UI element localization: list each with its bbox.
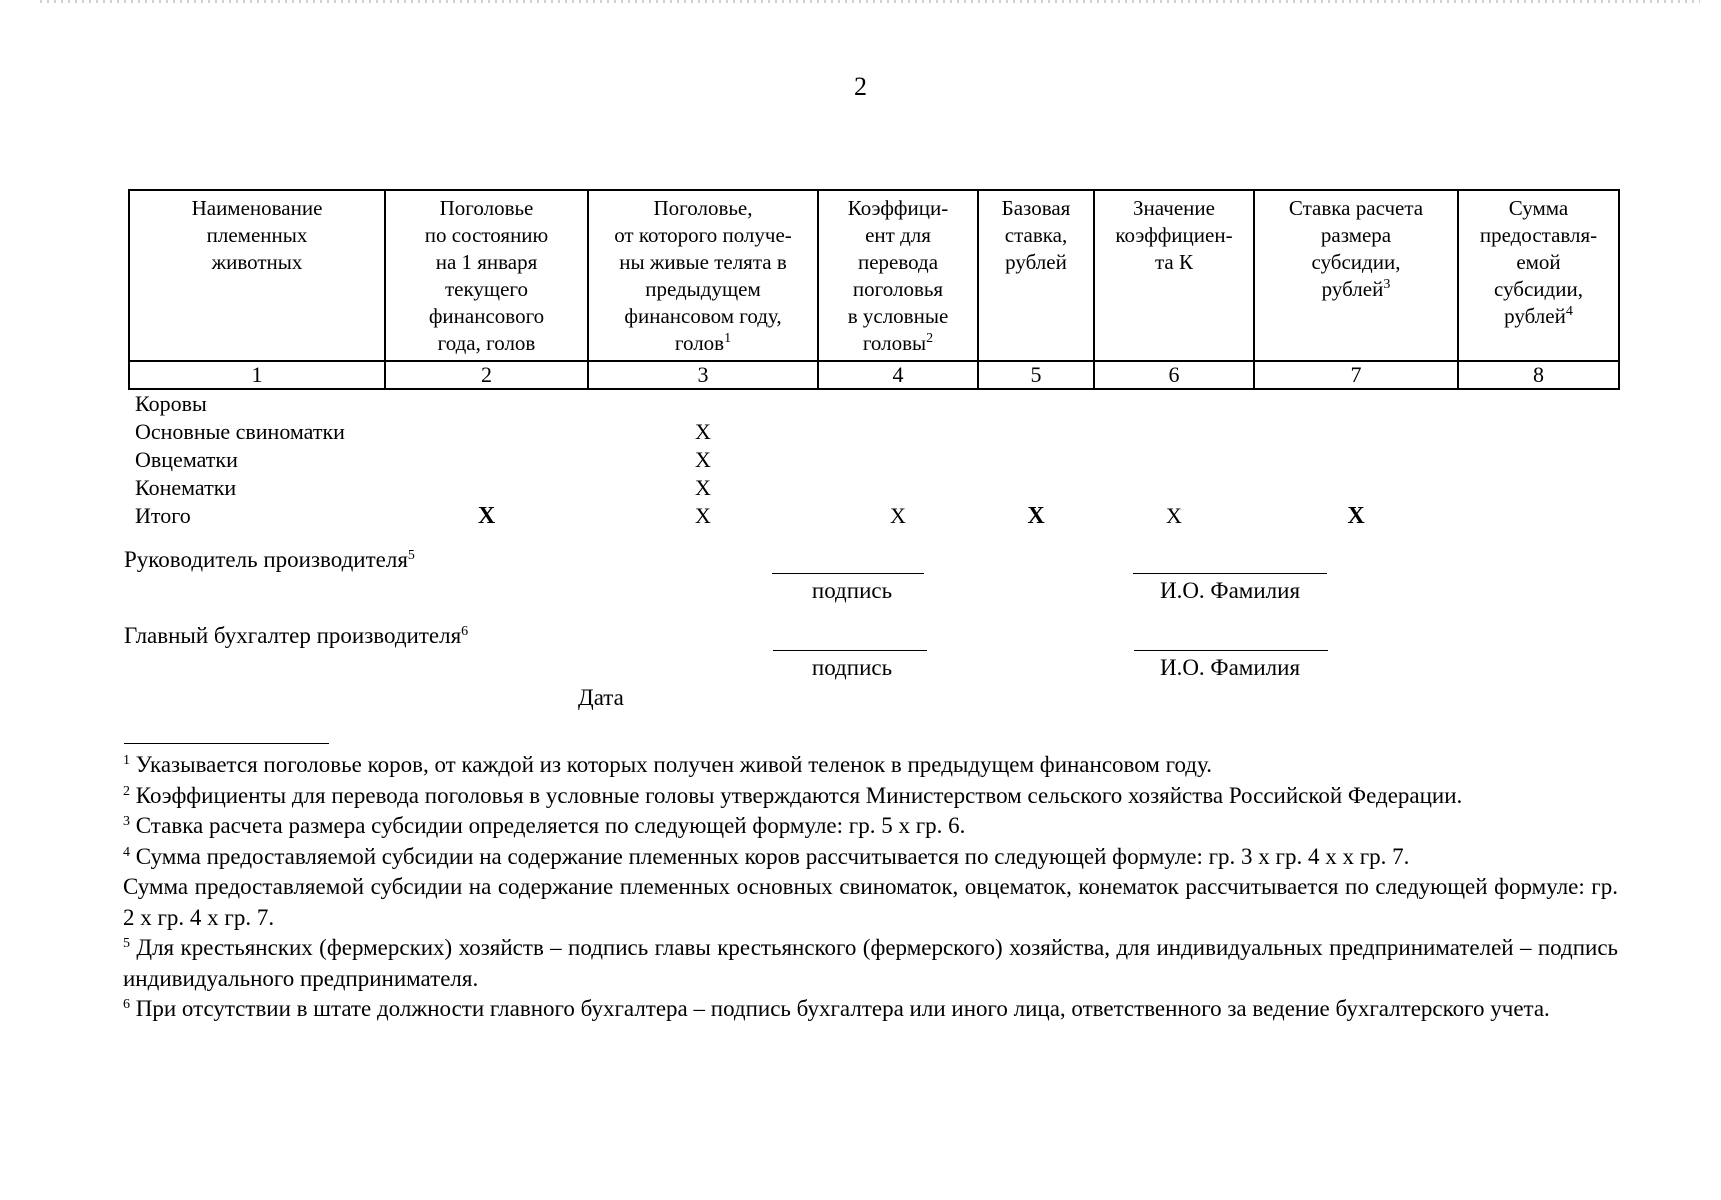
table-cell xyxy=(818,418,978,446)
head-signature-line xyxy=(772,573,924,574)
table-cell xyxy=(1254,446,1458,474)
table-cell: X xyxy=(695,503,711,528)
table-cell xyxy=(1094,446,1254,474)
table-row xyxy=(129,474,1619,502)
footnote-continuation: Сумма предоставляемой субсидии на содержание племенных основных свиноматок, овцематок, конематок рассчитывается по следующей формуле: гр. 2 х гр. 4 х гр. 7. xyxy=(123,874,1618,930)
table-cell xyxy=(978,446,1094,474)
table-row-total xyxy=(129,502,1619,530)
table-cell xyxy=(1094,418,1254,446)
column-header: Коэффици- ент для перевода поголовья в условные головы$^2$ xyxy=(818,190,978,361)
column-number: 2 xyxy=(385,361,588,389)
footnote-mark: 4 xyxy=(1565,304,1573,319)
row-label: Конематки xyxy=(135,475,237,500)
row-label: Коровы xyxy=(135,391,207,416)
head-signature-caption: подпись xyxy=(811,578,893,603)
table-cell xyxy=(818,389,978,418)
column-number: 5 xyxy=(978,361,1094,389)
column-header: Наименование племенных животных xyxy=(129,190,385,361)
table-cell xyxy=(1458,474,1619,502)
footnote-separator xyxy=(124,743,329,744)
footnote: $^5$ Для крестьянских (фермерских) хозяйств – подпись главы крестьянского (фермерского) хозяйства, для индивидуальных предпринимателей – подпись индивидуального предпринимателя. xyxy=(123,935,1619,991)
table-cell xyxy=(1094,474,1254,502)
head-name-line xyxy=(1133,573,1327,574)
footnote-mark: 6 xyxy=(461,624,469,639)
table-cell xyxy=(385,418,588,446)
table-cell xyxy=(818,474,978,502)
table-cell: X xyxy=(1347,502,1365,529)
column-header: Значение коэффициен- та К xyxy=(1094,190,1254,361)
table-cell: X xyxy=(1166,503,1182,528)
table-row xyxy=(129,418,1619,446)
column-number: 8 xyxy=(1458,361,1619,389)
column-header: Ставка расчета размера субсидии, рублей$^3$ xyxy=(1254,190,1458,361)
table-row xyxy=(129,446,1619,474)
row-label: Овцематки xyxy=(135,447,238,472)
accountant-name-caption: И.О. Фамилия xyxy=(1159,655,1301,680)
table-cell xyxy=(385,474,588,502)
table-cell xyxy=(1458,502,1619,530)
date-label: Дата xyxy=(578,685,624,710)
column-number: 3 xyxy=(588,361,818,389)
footnote-mark: 6 xyxy=(123,997,130,1012)
table-cell xyxy=(978,474,1094,502)
table-cell xyxy=(1094,389,1254,418)
row-label: Основные свиноматки xyxy=(135,419,345,444)
accountant-signature-line xyxy=(773,650,927,651)
table-cell xyxy=(1458,389,1619,418)
footnote-mark: 3 xyxy=(123,814,130,829)
row-label: Итого xyxy=(135,503,191,528)
table-cell xyxy=(818,446,978,474)
table-cell: X xyxy=(1027,502,1045,529)
table-header-row xyxy=(129,190,1619,361)
table-cell xyxy=(385,446,588,474)
footnote-mark: 1 xyxy=(123,753,130,768)
footnote: $^2$ Коэффициенты для перевода поголовья в условные головы утверждаются Министерством сельского хозяйства Российской Федерации. xyxy=(123,782,1463,808)
accountant-signature-caption: подпись xyxy=(811,655,893,680)
footnote-mark: 1 xyxy=(724,331,732,346)
footnote-mark: 2 xyxy=(926,331,934,346)
column-header: Поголовье, от которого получе- ны живые телята в предыдущем финансовом году, голов$^1$ xyxy=(588,190,818,361)
table-cell xyxy=(978,389,1094,418)
column-number: 6 xyxy=(1094,361,1254,389)
table-cell: X xyxy=(695,475,711,500)
table-cell xyxy=(1254,389,1458,418)
column-number: 4 xyxy=(818,361,978,389)
footnote: $^6$ При отсутствии в штате должности главного бухгалтера – подпись бухгалтера или иного лица, ответственного за ведение бухгалтерского учета. xyxy=(123,996,1550,1021)
table-cell xyxy=(1458,446,1619,474)
table-cell xyxy=(588,389,818,418)
footnote-mark: 2 xyxy=(123,783,130,799)
head-signature-title: Руководитель производителя$^5$ xyxy=(124,547,415,572)
accountant-signature-title: Главный бухгалтер производителя$^6$ xyxy=(124,623,469,648)
table-cell: X xyxy=(477,502,496,529)
column-number: 7 xyxy=(1254,361,1458,389)
accountant-name-line xyxy=(1134,650,1328,651)
table-cell: X xyxy=(890,503,906,528)
scan-noise xyxy=(40,0,1700,3)
table-cell: X xyxy=(695,447,711,472)
page-number: 2 xyxy=(854,72,867,101)
table-cell xyxy=(1254,418,1458,446)
table-cell: X xyxy=(695,419,711,444)
table-cell xyxy=(978,418,1094,446)
head-name-caption: И.О. Фамилия xyxy=(1159,578,1301,603)
table-cell xyxy=(385,389,588,418)
footnote-mark: 3 xyxy=(1383,277,1391,292)
column-header: Поголовье по состоянию на 1 января текущего финансового года, голов xyxy=(385,190,588,361)
subsidy-table xyxy=(128,189,1620,530)
footnote: $^1$ Указывается поголовье коров, от каждой из которых получен живой теленок в предыдущем финансовом году. xyxy=(123,752,1212,777)
footnotes xyxy=(123,750,1618,1025)
table-cell xyxy=(1458,418,1619,446)
table-cell xyxy=(1254,474,1458,502)
footnote-mark: 5 xyxy=(123,936,130,951)
table-row xyxy=(129,389,1619,418)
footnote-mark: 5 xyxy=(407,548,415,563)
column-header: Базовая ставка, рублей xyxy=(978,190,1094,361)
column-number-row xyxy=(129,361,1619,389)
column-header: Сумма предоставля- емой субсидии, рублей$^4$ xyxy=(1458,190,1619,361)
footnote-mark: 4 xyxy=(123,844,130,860)
footnote: $^3$ Ставка расчета размера субсидии определяется по следующей формуле: гр. 5 х гр. 6. xyxy=(123,813,966,838)
footnote: $^4$ Сумма предоставляемой субсидии на содержание племенных коров рассчитывается по следующей формуле: гр. 3 х гр. 4 х х гр. 7. xyxy=(123,843,1410,869)
column-number: 1 xyxy=(129,361,385,389)
